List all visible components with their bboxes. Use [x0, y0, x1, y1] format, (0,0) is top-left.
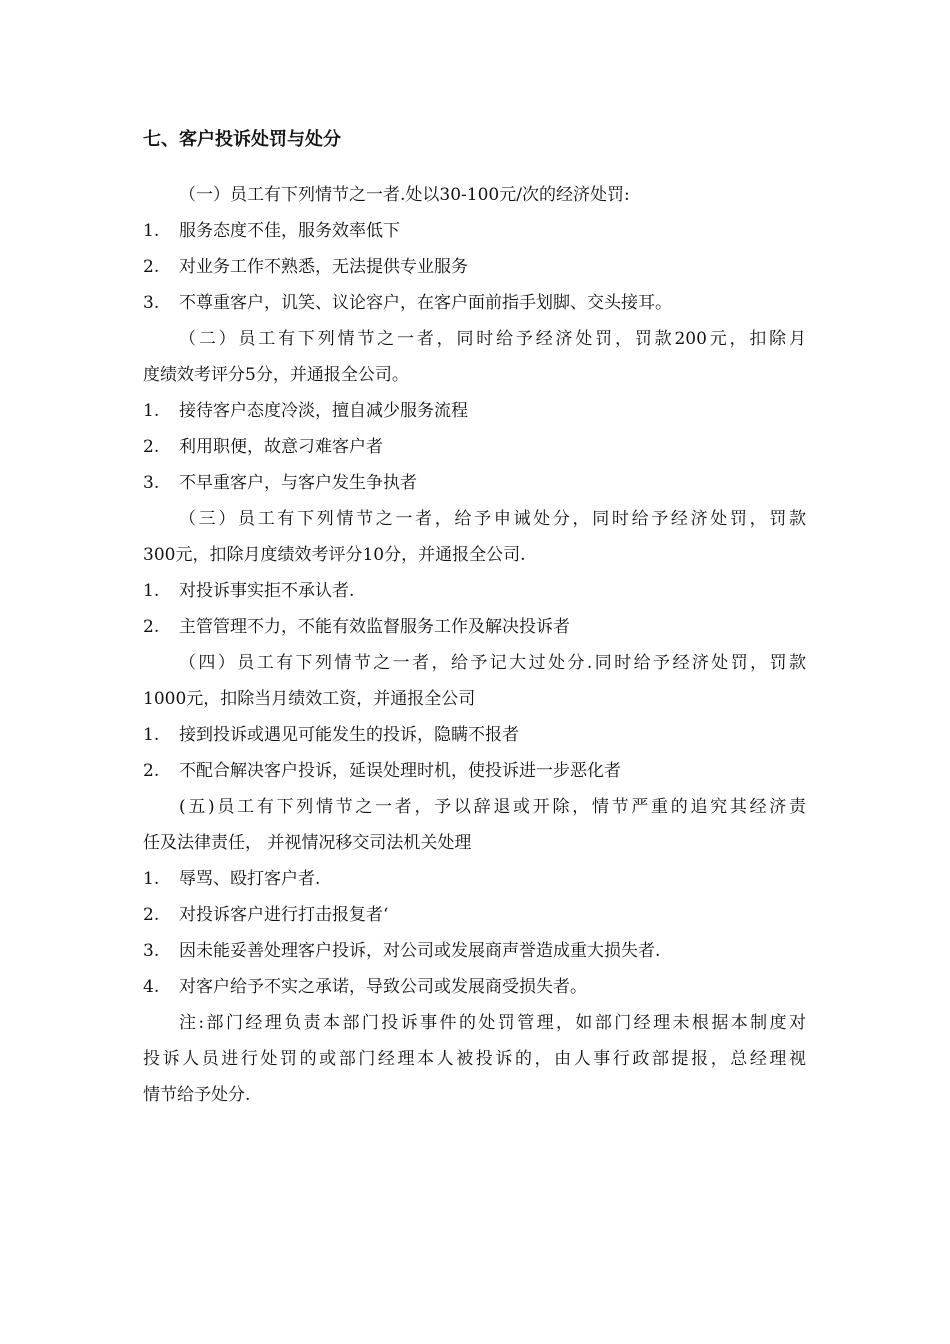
item-text: 对业务工作不熟悉，无法提供专业服务: [179, 257, 468, 277]
list-item: [143, 969, 806, 1005]
list-item: [143, 861, 806, 897]
item-text: 利用职便，故意刁难客户者: [179, 437, 383, 457]
item-number: 3.: [143, 941, 160, 961]
item-number: 4.: [143, 977, 160, 997]
item-number: 2.: [143, 257, 160, 277]
item-text: 不尊重客户，讥笑、议论容户，在客户面前指手划脚、交头接耳。: [179, 293, 672, 313]
list-item: [143, 285, 806, 321]
item-text: 服务态度不佳，服务效率低下: [179, 221, 400, 241]
item-text: 主管管理不力，不能有效监督服务工作及解决投诉者: [179, 617, 570, 637]
item-number: 1.: [143, 581, 160, 601]
list-item: [143, 465, 806, 501]
section-title: 七、客户投诉处罚与处分: [143, 129, 341, 150]
item-text: 对客户给予不实之承诺，导致公司或发展商受损失者。: [179, 977, 587, 997]
section-paragraph-cont: 度绩效考评分5分，并通报全公司。: [143, 365, 409, 385]
item-number: 2.: [143, 437, 160, 457]
item-text: 辱骂、殴打客户者.: [179, 869, 321, 889]
note-paragraph-cont: 情节给予处分.: [143, 1085, 251, 1105]
document-body: [143, 177, 806, 1113]
item-text: 接到投诉或遇见可能发生的投诉，隐瞒不报者: [179, 725, 519, 745]
item-number: 1.: [143, 725, 160, 745]
item-text: 不早重客户，与客户发生争执者: [179, 473, 417, 493]
list-item: [143, 249, 806, 285]
section-paragraph: （一）员工有下列情节之一者.处以30-100元/次的经济处罚:: [179, 185, 630, 205]
list-item: [143, 609, 806, 645]
item-number: 1.: [143, 869, 160, 889]
item-number: 1.: [143, 401, 160, 421]
note-paragraph-cont: 投诉人员进行处罚的或部门经理本人被投诉的，由人事行政部提报，总经理视: [143, 1049, 806, 1069]
item-text: 不配合解决客户投诉，延误处理时机，使投诉进一步恶化者: [179, 761, 621, 781]
section-paragraph-cont: 300元，扣除月度绩效考评分10分，并通报全公司.: [143, 545, 526, 565]
section-paragraph-cont: 1000元，扣除当月绩效工资，并通报全公司: [143, 689, 476, 709]
item-number: 2.: [143, 905, 160, 925]
section-paragraph: (五)员工有下列情节之一者，予以辞退或开除，情节严重的追究其经济责: [179, 797, 806, 817]
item-number: 3.: [143, 473, 160, 493]
section-paragraph: （四）员工有下列情节之一者，给予记大过处分.同时给予经济处罚，罚款: [179, 653, 806, 673]
list-item: [143, 429, 806, 465]
note-paragraph: 注:部门经理负责本部门投诉事件的处罚管理，如部门经理未根据本制度对: [179, 1013, 806, 1033]
item-number: 2.: [143, 617, 160, 637]
item-text: 因未能妥善处理客户投诉，对公司或发展商声誉造成重大损失者.: [179, 941, 661, 961]
list-item: [143, 717, 806, 753]
list-item: [143, 213, 806, 249]
list-item: [143, 393, 806, 429]
item-number: 2.: [143, 761, 160, 781]
section-paragraph: （三）员工有下列情节之一者，给予申诫处分，同时给予经济处罚，罚款: [179, 509, 806, 529]
section-paragraph-cont: 任及法律责任， 并视情况移交司法机关处理: [143, 833, 472, 853]
item-text: 对投诉客户进行打击报复者‘: [179, 905, 389, 925]
list-item: [143, 897, 806, 933]
item-number: 3.: [143, 293, 160, 313]
list-item: [143, 933, 806, 969]
item-number: 1.: [143, 221, 160, 241]
section-paragraph: （二）员工有下列情节之一者，同时给予经济处罚，罚款200元，扣除月: [179, 329, 806, 349]
item-text: 对投诉事实拒不承认者.: [179, 581, 355, 601]
list-item: [143, 753, 806, 789]
list-item: [143, 573, 806, 609]
item-text: 接待客户态度冷淡，擅自减少服务流程: [179, 401, 468, 421]
